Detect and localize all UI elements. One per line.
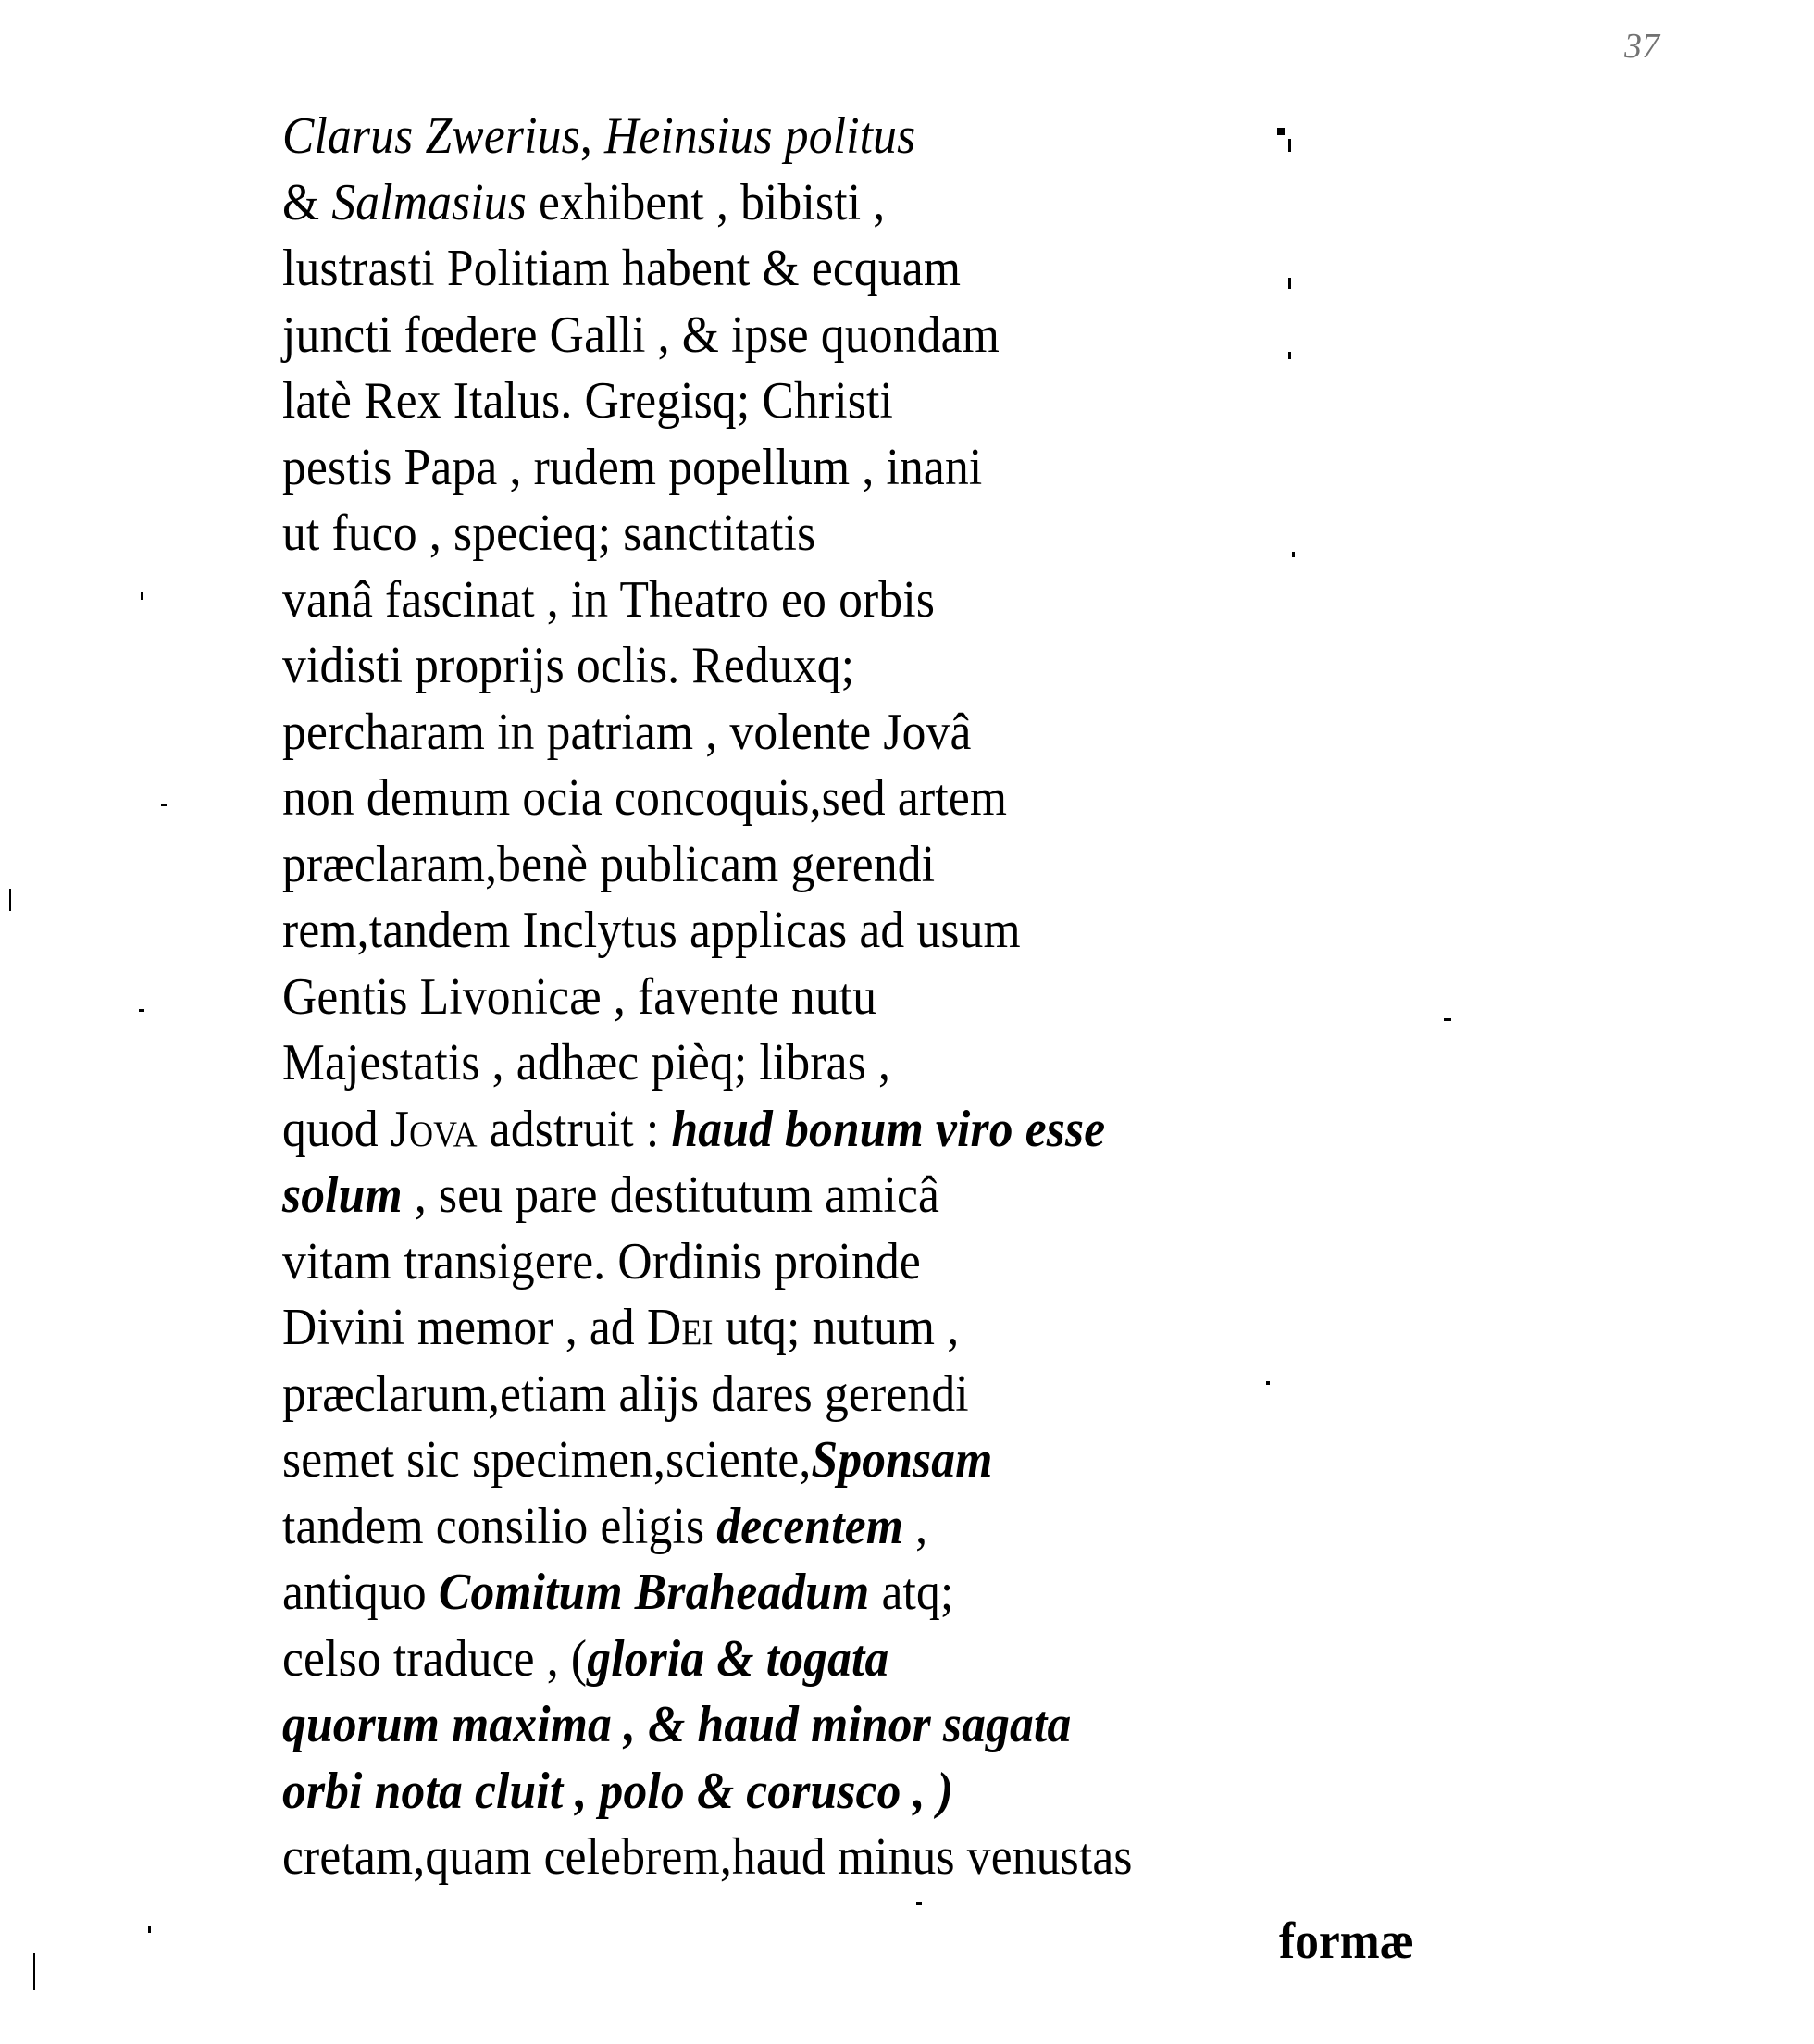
text-run: exhibent , bibisti , [526, 173, 886, 231]
text-run: lustrasti Politiam habent & ecquam [282, 240, 962, 297]
scan-speck [161, 804, 167, 806]
emphasized-text: decentem [716, 1497, 904, 1555]
text-run: semet sic specimen,sciente, [282, 1431, 812, 1489]
text-run: præclarum,etiam alijs dares gerendi [282, 1365, 969, 1423]
text-run: percharam in patriam , volente Jovâ [282, 703, 972, 761]
text-run: tandem consilio eligis [282, 1497, 717, 1555]
text-run: quod [282, 1100, 391, 1158]
text-run: & [282, 173, 332, 231]
emphasized-text: orbi nota cluit , polo & corusco , ) [282, 1762, 954, 1820]
text-line [282, 1626, 1389, 1693]
emphasized-text: Jova [390, 1100, 478, 1158]
text-line [282, 898, 1389, 965]
text-line [282, 368, 1389, 435]
text-run: Divini memor , ad [282, 1299, 647, 1356]
emphasized-text: haud bonum viro esse [671, 1100, 1106, 1158]
scan-speck [9, 889, 11, 911]
emphasized-text: Salmasius [331, 173, 527, 231]
text-line [282, 1560, 1389, 1626]
emphasized-text: Dei [646, 1299, 714, 1356]
text-line [282, 1097, 1389, 1164]
text-run: atq; [869, 1564, 954, 1621]
emphasized-text: Heinsius politus [603, 107, 916, 165]
text-line [282, 1427, 1389, 1494]
scan-speck [148, 1926, 151, 1933]
scan-speck [1277, 128, 1285, 135]
text-line [282, 1494, 1389, 1561]
text-line [282, 832, 1389, 899]
text-line [282, 766, 1389, 832]
text-line [282, 1030, 1389, 1097]
text-run: , [579, 107, 604, 165]
text-line [282, 633, 1389, 700]
text-run: utq; nutum , [713, 1299, 960, 1356]
emphasized-text: Comitum Braheadum [438, 1564, 870, 1621]
text-line [282, 303, 1389, 369]
text-run: , seu pare destitutum amicâ [402, 1166, 940, 1224]
scan-speck [1288, 139, 1291, 152]
emphasized-text: quorum maxima , & haud minor sagata [282, 1696, 1072, 1753]
text-run: non demum ocia concoquis,sed artem [282, 769, 1008, 827]
text-run: cretam,quam celebrem,haud minus venustas [282, 1828, 1133, 1886]
text-run: antiquo [282, 1564, 439, 1621]
scan-speck [141, 592, 143, 600]
text-run: latè Rex Italus. Gregisq; Christi [282, 372, 893, 430]
text-line [282, 567, 1389, 634]
emphasized-text: Sponsam [811, 1431, 993, 1489]
text-line [282, 104, 1389, 170]
text-line [282, 700, 1389, 766]
emphasized-text: Clarus Zwerius [282, 107, 580, 165]
page-number-mark: 37 [1624, 27, 1659, 66]
text-run: pestis Papa , rudem popellum , inani [282, 438, 983, 496]
text-line [282, 1759, 1389, 1826]
text-run: vitam transigere. Ordinis proinde [282, 1232, 921, 1290]
text-run: rem,tandem Inclytus applicas ad usum [282, 902, 1021, 959]
text-run: ut fuco , specieq; sanctitatis [282, 505, 816, 562]
text-line [282, 501, 1389, 567]
scan-speck [1288, 352, 1291, 359]
text-line [282, 965, 1389, 1031]
text-run: vidisti proprijs oclis. Reduxq; [282, 637, 855, 694]
text-run: Gentis Livonicæ , favente nutu [282, 967, 877, 1026]
text-line [282, 1362, 1389, 1428]
scan-speck [33, 1953, 35, 1990]
scan-speck [1444, 1018, 1451, 1021]
text-line [282, 435, 1389, 502]
text-line [282, 1163, 1389, 1229]
scan-speck [1292, 552, 1295, 557]
text-line [282, 1825, 1389, 1891]
scan-speck [916, 1902, 922, 1905]
text-line [282, 170, 1389, 237]
text-run: celso traduce , ( [282, 1629, 588, 1688]
scan-speck [1288, 278, 1291, 289]
latin-text-block [282, 104, 1485, 1891]
text-run: vanâ fascinat , in Theatro eo orbis [282, 570, 936, 629]
text-line [282, 1229, 1389, 1296]
emphasized-text: solum [282, 1166, 403, 1224]
text-run: præclaram,benè publicam gerendi [282, 835, 936, 893]
catchword: formæ [1279, 1913, 1414, 1970]
scan-speck [1266, 1381, 1270, 1385]
scan-speck [139, 1009, 144, 1012]
text-line [282, 1295, 1389, 1362]
text-run: , [903, 1497, 928, 1555]
emphasized-text: gloria & togata [587, 1629, 889, 1688]
text-run: juncti fœdere Galli , & ipse quondam [282, 305, 1000, 364]
text-line [282, 1692, 1389, 1759]
text-line [282, 236, 1389, 303]
text-run: Majestatis , adhæc pièq; libras , [282, 1034, 891, 1091]
text-run: adstruit : [477, 1100, 672, 1158]
